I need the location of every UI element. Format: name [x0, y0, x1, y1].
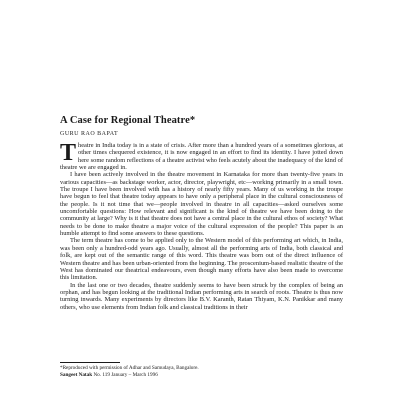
footnote-divider: [60, 362, 120, 363]
article-title: A Case for Regional Theatre*: [60, 115, 196, 126]
journal-citation: [60, 372, 158, 378]
paragraph-1-text: heatre in India today is in a state of crisis. After more than a hundred years of a sometimes glorious, at other times chequered existence, it is now engaged in an effort to find its identity. I have jotted down here some random reflections of a theatre activist who feels acutely about the inadequacy of the kind of theatre we are engaged in.: [60, 142, 343, 172]
paragraph-2: I have been actively involved in the theatre movement in Karnataka for more than twenty-five years in various capacities—as backstage worker, actor, director, playwright, etc—working primarily in a small town. The troupe I have been involved with has a history of nearly fifty years. Many of us working in the troupe have begun to feel that theatre today appears to have only a peripheral place in the cultural consciousness of the people. Is it not time that we—people involved in theatre in all capacities—asked ourselves some uncomfortable questions: How relevant and significant is the kind of theatre we have been doing to the community at large? Why is it that theatre does not have a central place in the cultural ethos of society? What needs to be done to make theatre a major voice of the cultural expression of the people? This paper is an humble attempt to find some answers to these questions.: [60, 171, 343, 238]
paragraph-4: In the last one or two decades, theatre suddenly seems to have been struck by the complex of being an orphan, and has begun looking at the traditional Indian performing arts in search of roots. Theatre is thus now turning inwards. Many experiments by directors like B.V. Karanth, Ratan Thiyam, K.N. Panikkar and many others, who use elements from Indian folk and classical traditions in their: [60, 281, 343, 311]
article-body: [60, 142, 343, 311]
paragraph-3: The term theatre has come to be applied only to the Western model of this performing art which, in India, was been only a hundred-odd years ago. Usually, almost all the performing arts of India, both classical and folk, are kept out of the semantic range of this word. This theatre was born out of the direct influence of Western theatre and has been urban-oriented from the beginning. The proscenium-based realistic theatre of the West has dominated our theatrical endeavours, even though many efforts have also been made to overcome this limitation.: [60, 237, 343, 282]
drop-cap: T: [60, 140, 77, 166]
journal-issue: No. 119 January – March 1996: [93, 372, 158, 378]
paragraph-1: [60, 142, 343, 171]
footnote: *Reproduced with permission of Adhar and Samudaya, Bangalore.: [60, 365, 199, 371]
author-name: GURU RAO BAPAT: [60, 131, 119, 137]
journal-name: Sangeet Natak: [60, 372, 93, 378]
